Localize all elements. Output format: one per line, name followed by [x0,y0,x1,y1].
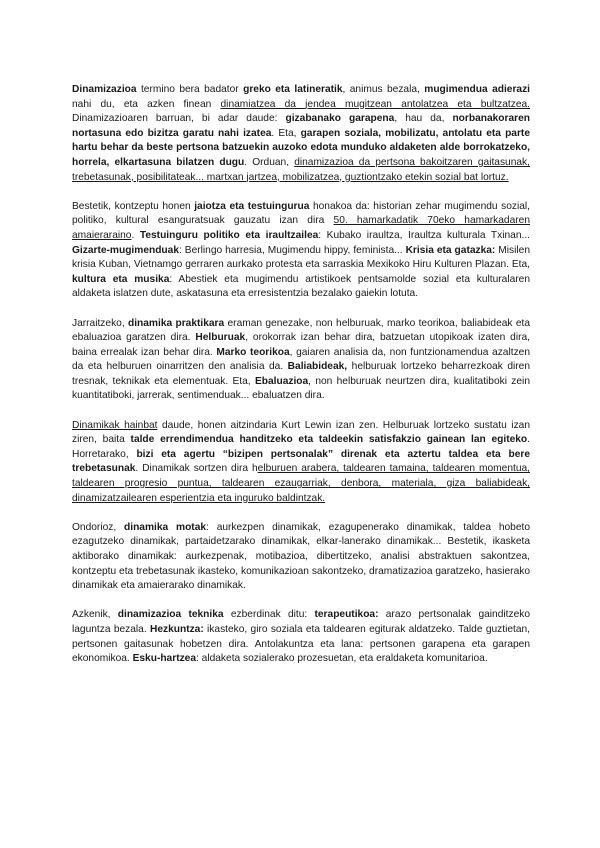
text-run: eraman genezake, non helburuak, marko teorikoa, baliabideak eta ebaluazioa garatzen dira. [72,317,531,344]
text-run: arazo pertsonalak gainditzeko laguntza bezala. [72,609,530,635]
underlined-text-run: dinamizazioa da pertsona bakoitzaren gaitasunak, trebetasunak, posibilitateak... martxan jartzea, mobilizatzea, guztiontzako etekin sozial bat lortuz. [72,156,530,183]
paragraph-jaiotza [72,200,530,302]
text-run: termino bera badator [136,84,244,95]
text-run: . Eta, [271,127,301,139]
bold-text-run: norbanakoraren nortasuna edo bizitza garatu nahi izatea [72,113,531,139]
text-run: ezberdinak ditu: [223,609,315,621]
text-run: Dinamizazioaren barruan, bi adar daude: [72,113,286,125]
bold-text-run: Marko teorikoa [216,346,290,358]
bold-text-run: dinamizazioa teknika [117,609,224,621]
text-run: , hau da, [394,113,453,125]
bold-text-run: Baliabideak, [287,361,348,373]
bold-text-run: talde errendimendua handitzeko eta taldeekin satisfakzio gainean lan egiteko [130,434,528,446]
paragraph-dinamika-motak [72,521,530,594]
paragraph-teknikak [72,608,530,666]
text-run: . Orduan, [244,156,295,168]
text-run: , gaiaren analisia da, non funtzionamendua azaltzen da eta helburuen oinarritzen den analisia da. [72,346,530,373]
underlined-text-run: dinamiatzea da jendea mugitzean antolatzea eta bultzatzea. [220,98,530,110]
text-run: Bestetik, kontzeptu honen [72,200,195,212]
text-run: nahi du, eta azken finean [72,98,221,110]
document-page [72,83,530,681]
text-run: : aurkezpen dinamikak, ezagupenerako dinamikak, taldea hobeto ezagutzeko dinamikak, partaidetzarako dinamikak, elkar-lanerako dinamikak... Bestetik, ikasketa aktiborako dinamikak: aurkezpenak, motibazioa, dibertitzeko, analisi abstraktuen sakontzea, kontzeptu eta trebetasunak ikasteko, komunikazioan sakontzeko, dramatizazioa garatzeko, hasierako dinamikak eta amaierarako dinamikak. [72,521,531,592]
bold-text-run: dinamika praktikara [127,317,225,329]
bold-text-run: Helburuak [195,332,246,344]
bold-text-run: Gizarte-mugimenduak [72,244,179,256]
bold-text-run: kultura eta musika [72,273,170,285]
text-run: : Abestiek eta mugimendu artistikoek pentsamolde sozial eta kulturalaren aldaketa islatzen dute, askatasuna eta erresistentzia bezalako gaiekin lotuta. [72,273,530,300]
bold-text-run: garapen soziala, mobilizatu, antolatu eta parte hartu behar da beste pertsona batzuekin auzoko edota munduko aldaketen alde borrokatzeko, horrela, elkartasuna bilatzen dugu [72,127,530,168]
bold-text-run: terapeutikoa: [314,609,379,621]
text-run: : Berlingo harresia, Mugimendu hippy, feminista... [179,244,406,256]
bold-text-run: Krisia eta gatazka: [405,244,496,256]
text-run: . Dinamikak sortzen dira h [135,463,258,475]
paragraph-dinamizazioa [72,83,530,185]
paragraph-dinamika-praktikara [72,317,530,405]
paragraph-dinamikak-hainbat [72,419,530,507]
bold-text-run: mugimendua adierazi [424,84,531,95]
text-run: Azkenik, [72,609,118,621]
text-run: . [131,229,140,241]
bold-text-run: jaiotza eta testuingurua [194,200,310,212]
text-run: : aldaketa sozialerako prozesuetan, eta eraldaketa komunitarioa. [196,653,488,665]
bold-text-run: dinamika motak [124,521,207,533]
text-run: , non helburuak neurtzen dira, kualitatiboki zein kuantitatiboki, jarrerak, sentimenduak... ebaluatzen dira. [72,375,530,402]
underlined-text-run: Dinamikak hainbat [72,419,158,431]
bold-text-run: Testuinguru politiko eta iraultzailea [139,229,319,241]
bold-text-run: Hezkuntza: [149,623,204,635]
bold-text-run: Dinamizazioa [72,84,137,95]
text-run: , orokorrak izan behar dira, batzuetan utopikoak izaten dira, baina errealak izan behar dira. [72,332,530,358]
text-run: Jarraitzeko, [72,317,128,329]
text-run: Misilen krisia Kuban, Vietnamgo gerraren aurkako protesta eta sarraskia Mexikoko Hiru Kulturen Plazan. Eta, [72,244,530,271]
text-run: Ondorioz, [72,521,125,533]
text-run: daude, honen aitzindaria Kurt Lewin izan zen. Helburuak lortzeko sustatu izan ziren, baita [72,419,530,446]
text-run: , animus bezala, [342,84,425,95]
underlined-text-run: elburuen arabera, taldearen tamaina, taldearen momentua, taldearen progresio puntua, taldearen ezaugarriak, denbora, materiala, giza baliabideak, dinamizatzailearen esperientzia eta inguruko baldintzak. [72,463,530,504]
text-run: honakoa da: historian zehar mugimendu sozial, politiko, kultural esanguratsuak gauzatu izan dira [72,200,530,227]
text-run: . Horretarako, [72,434,530,460]
bold-text-run: Ebaluazioa [254,375,309,387]
bold-text-run: gizabanako garapena [285,113,395,125]
text-run: helburuak lortzeko beharrezkoak diren tresnak, teknikak eta elementuak. Eta, [72,361,530,387]
underlined-text-run: 50. hamarkadatik 70eko hamarkadaren amaieraraino [72,215,530,241]
text-run: : Kubako iraultza, Iraultza kulturala Txinan... [318,229,530,241]
text-run: ikasteko, giro soziala eta taldearen egiturak aldatzeko. Talde guztietan, pertsonen gaitasunak hobetzen dira. Antolakuntza eta lana: pertsonen garapena eta garapen ekonomikoa. [72,623,530,665]
bold-text-run: greko eta latineratik [243,84,343,95]
bold-text-run: bizi eta agertu “bizipen pertsonalak” direnak eta aztertu taldea eta bere trebetasunak [72,448,531,475]
bold-text-run: Esku-hartzea [132,653,197,665]
